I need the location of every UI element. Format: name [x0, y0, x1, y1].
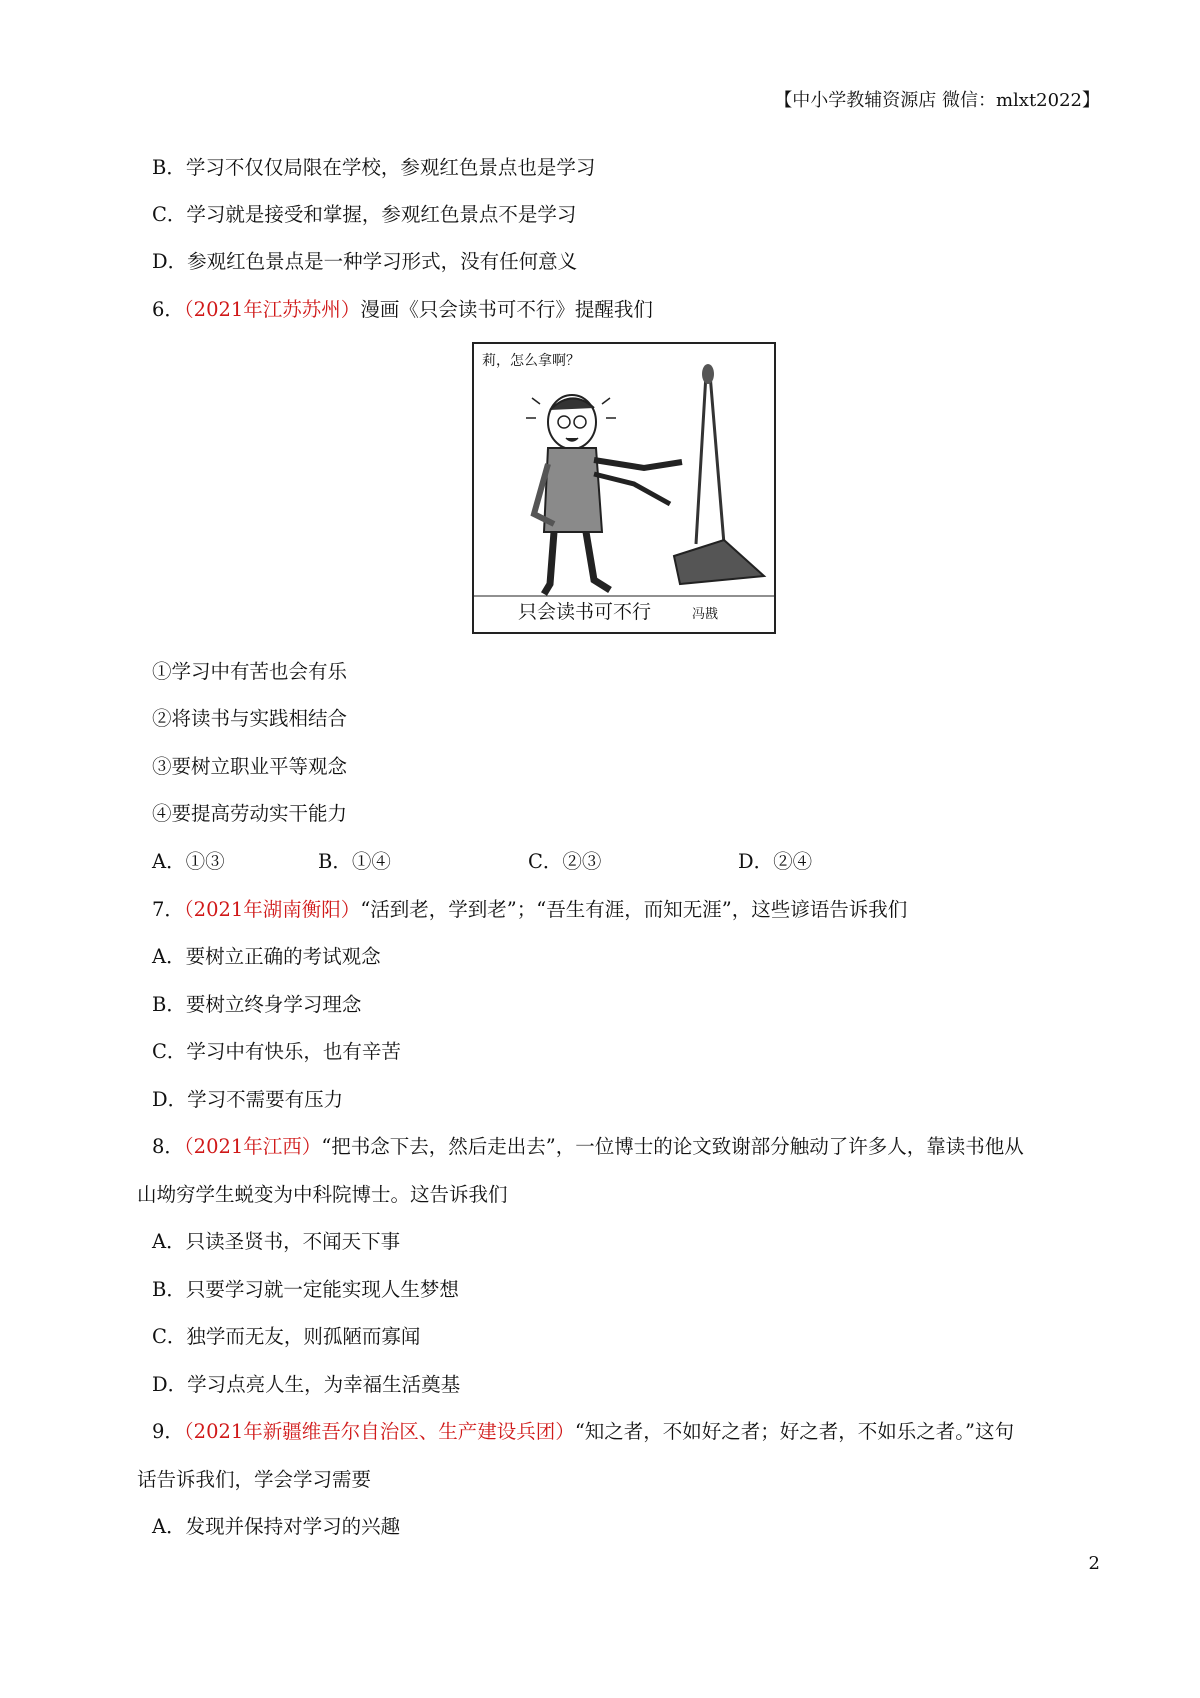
q6-statement-3: ③要树立职业平等观念: [152, 755, 348, 778]
q8-source: （2021年江西）: [183, 1135, 322, 1158]
q7-option-d: D．学习不需要有压力: [152, 1088, 344, 1111]
q7-option-a: A．要树立正确的考试观念: [152, 945, 381, 968]
page-number: 2: [1088, 1553, 1100, 1574]
q6-source: （2021年江苏苏州）: [183, 298, 361, 321]
q7-text: “活到老，学到老”；“吾生有涯，而知无涯”，这些谚语告诉我们: [360, 898, 908, 921]
header-tag: 【中小学教辅资源店 微信：mlxt2022】: [774, 90, 1100, 111]
q5-option-c: C．学习就是接受和掌握，参观红色景点不是学习: [152, 203, 577, 226]
q8-option-d: D．学习点亮人生，为幸福生活奠基: [152, 1373, 461, 1396]
q7-option-c: C．学习中有快乐，也有辛苦: [152, 1040, 401, 1063]
q9-text-line2: 话告诉我们，学会学习需要: [137, 1468, 372, 1491]
q6-option-b: B．①④: [318, 850, 391, 873]
q6-text: 漫画《只会读书可不行》提醒我们: [360, 298, 653, 321]
q7-source: （2021年湖南衡阳）: [183, 898, 361, 921]
q6-option-d: D．②④: [738, 850, 813, 873]
q9-stem: [152, 1422, 1014, 1442]
q9-text-line1: “知之者，不如好之者；好之者，不如乐之者。”这句: [574, 1420, 1015, 1443]
q6-stem: [152, 300, 653, 320]
q6-statement-4: ④要提高劳动实干能力: [152, 802, 348, 825]
q9-option-a: A．发现并保持对学习的兴趣: [152, 1515, 401, 1538]
q6-statement-2: ②将读书与实践相结合: [152, 707, 348, 730]
q7-option-b: B．要树立终身学习理念: [152, 993, 362, 1016]
q8-option-c: C．独学而无友，则孤陋而寡闻: [152, 1325, 421, 1348]
cartoon-image: [472, 342, 776, 634]
cartoon-drawing: [474, 344, 774, 632]
q6-number: 6．: [152, 298, 184, 321]
q9-source: （2021年新疆维吾尔自治区、生产建设兵团）: [183, 1420, 575, 1443]
cartoon-caption: 只会读书可不行: [518, 601, 652, 623]
q8-text-line1: “把书念下去，然后走出去”，一位博士的论文致谢部分触动了许多人，靠读书他从: [321, 1135, 1024, 1158]
q5-option-b: B．学习不仅仅局限在学校，参观红色景点也是学习: [152, 156, 596, 179]
q6-option-a: A．①③: [152, 850, 225, 873]
q6-statement-1: ①学习中有苦也会有乐: [152, 660, 348, 683]
cartoon-author: 冯戡: [692, 607, 719, 622]
q8-stem: [152, 1137, 1024, 1157]
q8-option-a: A．只读圣贤书，不闻天下事: [152, 1230, 401, 1253]
q8-number: 8．: [152, 1135, 184, 1158]
q7-stem: [152, 900, 907, 920]
q7-number: 7．: [152, 898, 184, 921]
cartoon-speech-text: 莉，怎么拿啊？: [482, 353, 580, 369]
q5-option-d: D．参观红色景点是一种学习形式，没有任何意义: [152, 250, 578, 273]
q6-option-c: C．②③: [528, 850, 602, 873]
q8-option-b: B．只要学习就一定能实现人生梦想: [152, 1278, 459, 1301]
q8-text-line2: 山坳穷学生蜕变为中科院博士。这告诉我们: [137, 1183, 508, 1206]
q9-number: 9．: [152, 1420, 184, 1443]
